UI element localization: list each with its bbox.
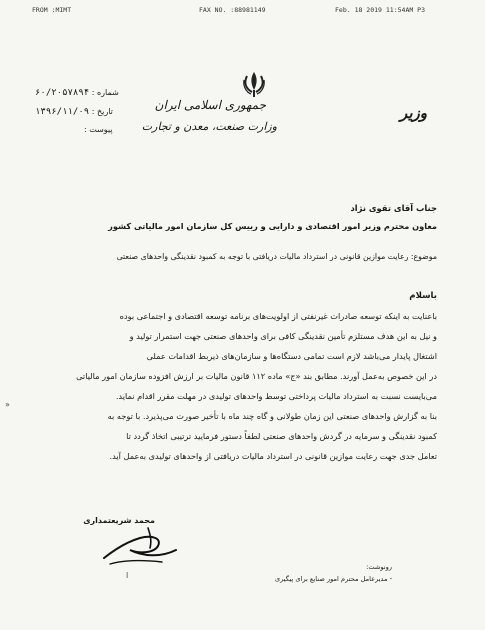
letter-date <box>35 107 113 117</box>
body-line: کمبود نقدینگی و سرمایه در گردش واحدهای صنعتی لطفاً دستور فرمایید ترتیبی اتخاذ گردد تا <box>126 431 437 441</box>
cc-label: رونوشت: <box>366 563 392 571</box>
letterhead-minister: وزیر <box>400 104 427 122</box>
fax-number: FAX NO. :88981149 <box>199 6 266 14</box>
cc-line: - مدیرعامل محترم امور صنایع برای پیگیری <box>274 575 392 583</box>
recipient-name: جناب آقای تقوی نژاد <box>350 203 437 213</box>
iran-emblem-icon <box>241 70 267 98</box>
body-line: و نیل به این هدف مستلزم تأمین نقدینگی کافی برای واحدهای صنعتی جهت استمرار تولید و <box>129 331 437 341</box>
fax-from: FROM :MIMT <box>32 6 72 14</box>
letter-subject: موضوع: رعایت موازین قانونی در استرداد مالیات دریافتی با توجه به کمبود نقدینگی واحدهای صنعتی <box>116 252 437 261</box>
letterhead-title-ministry: وزارت صنعت، معدن و تجارت <box>141 120 277 133</box>
body-line: تعامل جدی جهت رعایت موازین قانونی در استرداد مالیات دریافتی از واحدهای تولیدی به‌عمل آید. <box>109 451 437 461</box>
letter-number <box>35 88 119 98</box>
fax-datetime: Feb. 18 2019 11:54AM P3 <box>335 6 426 14</box>
fax-header <box>0 6 485 18</box>
letter-date-label: تاریخ : <box>91 107 113 116</box>
body-line: اشتغال پایدار می‌باشد لازم است تمامی دستگاه‌ها و سازمان‌های ذیربط اقدامات عملی <box>146 351 437 361</box>
body-line: بنا به گزارش واحدهای صنعتی این زمان طولانی و گاه چند ماه با تأخیر صورت می‌پذیرد. با توجه به <box>107 411 437 421</box>
body-line: می‌بایست نسبت به استرداد مالیات پرداختی توسط واحدهای تولیدی در مهلت مقرر اقدام نماید. <box>115 391 437 401</box>
greeting: باسلام <box>409 291 437 301</box>
letter-attachment <box>84 125 113 134</box>
letter-date-value: ۱۳۹۶/۱۱/۰۹ <box>35 107 90 117</box>
letter-attachment-label: پیوست : <box>84 125 113 134</box>
margin-mark: » <box>5 400 10 409</box>
recipient-title: معاون محترم وزیر امور اقتصادی و دارایی و رییس کل سازمان امور مالیاتی کشور <box>108 221 437 231</box>
body-line: در این خصوص به‌عمل آورند. مطابق بند «ج» ماده ۱۱۲ قانون مالیات بر ارزش افزوده سازمان امور مالیاتی <box>76 371 437 381</box>
letterhead-title-republic: جمهوری اسلامی ایران <box>154 98 266 112</box>
handwritten-signature-icon <box>100 520 180 568</box>
letter-number-value: ۶۰/۲۰۵۷۸۹۴ <box>35 88 90 98</box>
signatory-name: محمد شریعتمداری <box>83 516 155 525</box>
bottom-mark: ا <box>126 571 129 580</box>
letter-number-label: شماره : <box>91 88 119 97</box>
body-line: باعنایت به اینکه توسعه صادرات غیرنفتی از اولویت‌های برنامه توسعه اقتصادی و اجتماعی بوده <box>119 311 437 321</box>
